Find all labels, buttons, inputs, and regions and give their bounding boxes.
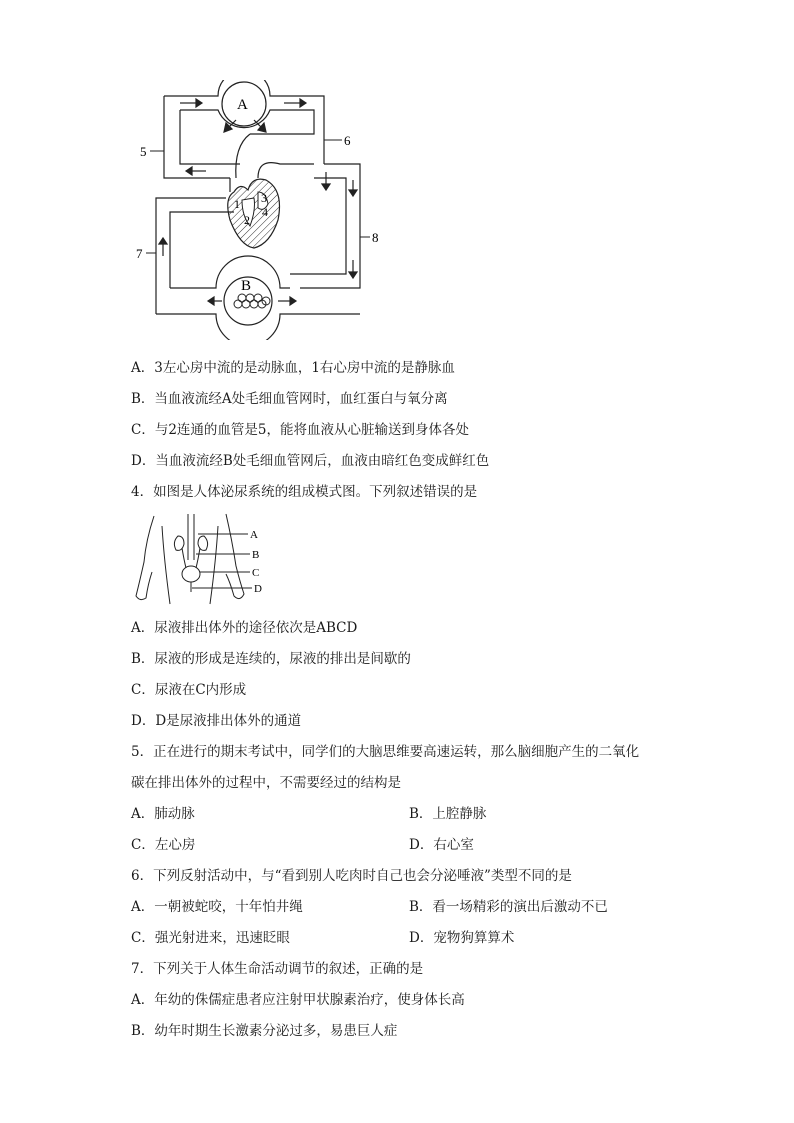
q3-option-c: C．与2连通的血管是5，能将血液从心脏输送到身体各处 [131,422,470,438]
label-5: 5 [140,144,147,159]
urinary-label-d: D [254,583,262,595]
label-4: 4 [262,205,268,219]
q6-option-a: A．一朝被蛇咬，十年怕井绳 [131,899,303,915]
label-7: 7 [136,246,143,261]
q4-stem: 4．如图是人体泌尿系统的组成模式图。下列叙述错误的是 [131,484,478,500]
q7-stem: 7．下列关于人体生命活动调节的叙述，正确的是 [131,961,424,977]
urinary-label-b: B [252,549,260,561]
label-b: B [241,278,252,294]
label-3: 3 [261,191,267,205]
urinary-label-a: A [250,529,258,541]
q7-option-a: A．年幼的侏儒症患者应注射甲状腺素治疗，使身体长高 [131,992,465,1008]
q4-option-b: B．尿液的形成是连续的，尿液的排出是间歇的 [131,651,411,667]
q5-stem-line1: 5．正在进行的期末考试中，同学们的大脑思维要高速运转，那么脑细胞产生的二氧化 [131,744,640,760]
q3-option-a: A．3左心房中流的是动脉血，1右心房中流的是静脉血 [131,360,455,376]
q6-option-b: B．看一场精彩的演出后激动不已 [409,899,608,915]
q4-option-a: A．尿液排出体外的途径依次是ABCD [131,620,358,636]
q5-option-b: B．上腔静脉 [409,806,487,822]
q4-option-d: D．D是尿液排出体外的通道 [131,713,302,729]
label-6: 6 [344,133,351,148]
label-1: 1 [234,197,240,211]
urinary-label-c: C [252,567,260,579]
label-8: 8 [372,230,379,245]
q5-option-a: A．肺动脉 [131,806,195,822]
q6-option-c: C．强光射进来，迅速眨眼 [131,930,290,946]
q5-option-c: C．左心房 [131,837,196,853]
q6-option-d: D．宠物狗算算术 [409,930,515,946]
q3-option-d: D．当血液流经B处毛细血管网后，血液由暗红色变成鲜红色 [131,453,490,469]
q3-option-b: B．当血液流经A处毛细血管网时，血红蛋白与氧分离 [131,391,448,407]
q4-option-c: C．尿液在C内形成 [131,682,247,698]
q5-stem-line2: 碳在排出体外的过程中，不需要经过的结构是 [131,775,401,791]
label-a: A [237,97,248,113]
q7-option-b: B．幼年时期生长激素分泌过多，易患巨人症 [131,1023,398,1039]
circulation-diagram [130,80,390,340]
q6-stem: 6．下列反射活动中，与“看到别人吃肉时自己也会分泌唾液”类型不同的是 [131,868,572,884]
urinary-system-diagram [132,510,272,606]
q5-option-d: D．右心室 [409,837,474,853]
label-2: 2 [244,213,250,227]
